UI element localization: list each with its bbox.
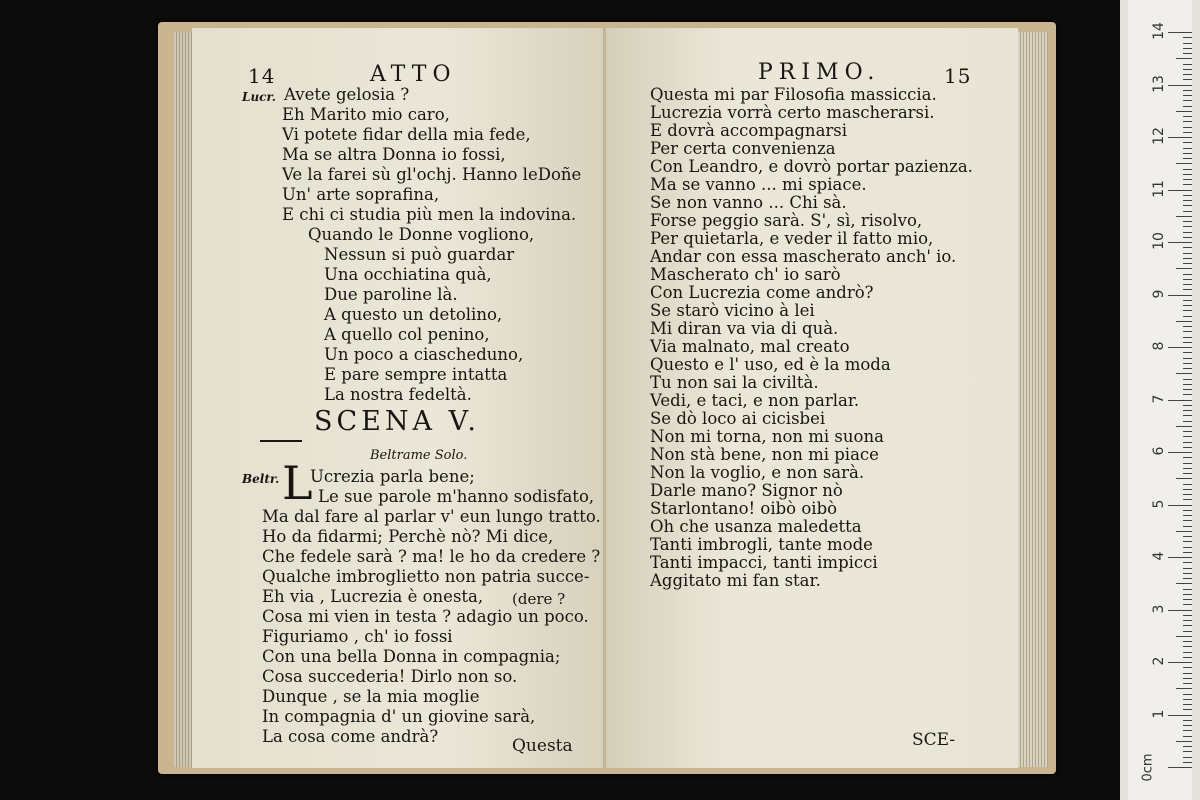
ruler-tick	[1168, 295, 1192, 296]
ruler-tick	[1183, 316, 1192, 317]
verse-line: Mascherato ch' io sarò	[650, 265, 841, 284]
verse-line: Ma se vanno ... mi spiace.	[650, 175, 867, 194]
scene-line: Ma dal fare al parlar v' eun lungo tratto.	[262, 507, 601, 526]
ruler-tick	[1176, 583, 1192, 584]
verse-line: Aggitato mi fan star.	[650, 571, 821, 590]
verse-line: Tanti imbrogli, tante mode	[650, 535, 873, 554]
scene-line: Le sue parole m'hanno sodisfato,	[318, 487, 595, 506]
ruler-tick	[1183, 43, 1192, 44]
ruler-tick	[1183, 699, 1192, 700]
ruler-tick	[1183, 751, 1192, 752]
ruler-number: 9	[1151, 289, 1167, 298]
verse-line: Vi potete fidar della mia fede,	[282, 125, 531, 144]
ruler-tick	[1183, 79, 1192, 80]
ruler-tick	[1183, 153, 1192, 154]
ruler-tick	[1168, 242, 1192, 243]
ruler-tick	[1183, 625, 1192, 626]
ruler-tick	[1183, 305, 1192, 306]
scene-line: Eh via , Lucrezia è onesta,	[262, 587, 484, 606]
ruler-tick	[1183, 499, 1192, 500]
ruler-tick	[1176, 163, 1192, 164]
ruler-tick	[1183, 379, 1192, 380]
ruler-tick	[1183, 520, 1192, 521]
ruler-tick	[1176, 478, 1192, 479]
ruler-tick	[1183, 116, 1192, 117]
page-edges-left	[174, 32, 192, 767]
ruler-tick	[1183, 142, 1192, 143]
scene-line: Con una bella Donna in compagnia;	[262, 647, 561, 666]
ruler-tick	[1168, 767, 1192, 768]
ruler-tick	[1183, 342, 1192, 343]
ruler-tick	[1168, 190, 1192, 191]
ruler-tick	[1183, 510, 1192, 511]
ruler-tick	[1168, 662, 1192, 663]
ruler-tick	[1183, 547, 1192, 548]
ruler-tick	[1183, 573, 1192, 574]
verse-line: Ve la farei sù gl'ochj. Hanno leDoñe	[282, 165, 582, 184]
verse-line: Via malnato, mal creato	[650, 337, 850, 356]
ruler-tick	[1183, 594, 1192, 595]
ruler-tick	[1183, 127, 1192, 128]
ruler-tick	[1183, 541, 1192, 542]
ruler-tick	[1183, 736, 1192, 737]
ruler-tick	[1168, 400, 1192, 401]
ruler-tick	[1183, 184, 1192, 185]
verse-line: La nostra fedeltà.	[324, 385, 472, 404]
ruler-tick	[1176, 321, 1192, 322]
ruler-tick	[1183, 148, 1192, 149]
measuring-ruler	[1120, 0, 1200, 800]
scene-line: Cosa succederia! Dirlo non so.	[262, 667, 518, 686]
ruler-tick	[1183, 247, 1192, 248]
verse-line: Tu non sai la civiltà.	[650, 373, 819, 392]
ruler-number: 12	[1151, 127, 1167, 145]
ruler-tick	[1183, 389, 1192, 390]
ruler-tick	[1183, 326, 1192, 327]
scene-line: Ucrezia parla bene;	[310, 467, 475, 486]
ruler-tick	[1183, 578, 1192, 579]
ruler-tick	[1183, 694, 1192, 695]
ruler-tick	[1183, 95, 1192, 96]
right-page	[606, 28, 1018, 768]
ruler-tick	[1183, 489, 1192, 490]
scene-title: SCENA V.	[314, 406, 480, 437]
scene-line: Che fedele sarà ? ma! le ho da credere ?	[262, 547, 601, 566]
verse-line: Non stà bene, non mi piace	[650, 445, 879, 464]
verse-line: Mi diran va via di quà.	[650, 319, 839, 338]
scene-line: Cosa mi vien in testa ? adagio un poco.	[262, 607, 589, 626]
ruler-tick	[1183, 410, 1192, 411]
ruler-number: 11	[1151, 179, 1167, 198]
ruler-tick	[1183, 48, 1192, 49]
ruler-tick	[1183, 263, 1192, 264]
scene-line: Dunque , se la mia moglie	[262, 687, 480, 706]
ruler-tick	[1183, 106, 1192, 107]
ruler-tick	[1183, 494, 1192, 495]
ruler-tick	[1183, 132, 1192, 133]
verse-line: Se dò loco ai cicisbei	[650, 409, 826, 428]
ruler-tick	[1183, 415, 1192, 416]
verse-line: Non la voglio, e non sarà.	[650, 463, 865, 482]
ruler-tick	[1183, 568, 1192, 569]
ruler-tick	[1183, 683, 1192, 684]
catchword-left: Questa	[512, 736, 573, 756]
running-head-left: ATTO	[370, 62, 457, 87]
ruler-tick	[1183, 358, 1192, 359]
ruler-tick	[1183, 405, 1192, 406]
ruler-tick	[1183, 652, 1192, 653]
ruler-tick	[1183, 237, 1192, 238]
ruler-tick	[1183, 363, 1192, 364]
verse-line: Forse peggio sarà. S', sì, risolvo,	[650, 211, 923, 230]
ruler-number: 4	[1151, 551, 1167, 561]
verse-line: Un poco a ciascheduno,	[324, 345, 524, 364]
ruler-tick	[1183, 678, 1192, 679]
ruler-tick	[1183, 720, 1192, 721]
left-page	[192, 28, 604, 768]
ruler-tick	[1183, 200, 1192, 201]
verse-line: Con Lucrezia come andrò?	[650, 283, 874, 302]
ruler-tick	[1183, 599, 1192, 600]
verse-line: Per certa convenienza	[650, 139, 836, 158]
ruler-tick	[1183, 258, 1192, 259]
verse-line: Lucrezia vorrà certo mascherarsi.	[650, 103, 935, 122]
ruler-tick	[1183, 620, 1192, 621]
verse-line: Una occhiatina quà,	[324, 265, 492, 284]
scene-line: In compagnia d' un giovine sarà,	[262, 707, 536, 726]
scene-rule	[260, 440, 302, 442]
ruler-tick	[1176, 426, 1192, 427]
verse-line: E dovrà accompagnarsi	[650, 121, 848, 140]
ruler-tick	[1168, 557, 1192, 558]
ruler-tick	[1183, 226, 1192, 227]
ruler-tick	[1183, 646, 1192, 647]
ruler-tick	[1168, 137, 1192, 138]
verse-line: A questo un detolino,	[324, 305, 503, 324]
ruler-number: 7	[1151, 394, 1167, 403]
ruler-tick	[1168, 85, 1192, 86]
ruler-tick	[1183, 704, 1192, 705]
scene-line: Ho da fidarmi; Perchè nò? Mi dice,	[262, 527, 554, 546]
ruler-tick	[1183, 484, 1192, 485]
ruler-tick	[1183, 468, 1192, 469]
ruler-tick	[1168, 347, 1192, 348]
ruler-tick	[1183, 310, 1192, 311]
ruler-tick	[1183, 232, 1192, 233]
ruler-tick	[1183, 442, 1192, 443]
verse-line: Questa mi par Filosofia massiccia.	[650, 85, 937, 104]
ruler-tick	[1183, 447, 1192, 448]
ruler-tick	[1183, 300, 1192, 301]
ruler-tick	[1183, 667, 1192, 668]
ruler-tick	[1183, 562, 1192, 563]
verse-line: E pare sempre intatta	[324, 365, 508, 384]
scene-line: Figuriamo , ch' io fossi	[262, 627, 453, 646]
ruler-tick	[1183, 709, 1192, 710]
ruler-tick	[1183, 90, 1192, 91]
ruler-tick	[1183, 37, 1192, 38]
verse-line: Un' arte soprafina,	[282, 185, 440, 204]
ruler-tick	[1183, 195, 1192, 196]
verse-line: Darle mano? Signor nò	[650, 481, 843, 500]
verse-line: Non mi torna, non mi suona	[650, 427, 884, 446]
ruler-tick	[1183, 211, 1192, 212]
ruler-tick	[1176, 58, 1192, 59]
ruler-tick	[1183, 205, 1192, 206]
page-edges-right	[1018, 32, 1048, 767]
ruler-tick	[1183, 289, 1192, 290]
ruler-tick	[1183, 746, 1192, 747]
ruler-tick	[1183, 604, 1192, 605]
ruler-tick	[1183, 536, 1192, 537]
ruler-tick	[1183, 631, 1192, 632]
ruler-tick	[1183, 169, 1192, 170]
ruler-tick	[1183, 526, 1192, 527]
ruler-tick	[1183, 589, 1192, 590]
verse-line: Se non vanno ... Chi sà.	[650, 193, 847, 212]
verse-line: Due paroline là.	[324, 285, 458, 304]
verse-line: Avete gelosia ?	[284, 85, 410, 104]
ruler-tick	[1183, 457, 1192, 458]
turnover-text: (dere ?	[512, 590, 566, 608]
ruler-tick	[1176, 741, 1192, 742]
ruler-tick	[1168, 610, 1192, 611]
ruler-number: 3	[1151, 604, 1167, 613]
ruler-tick	[1183, 730, 1192, 731]
verse-line: Nessun si può guardar	[324, 245, 515, 264]
ruler-tick	[1183, 221, 1192, 222]
verse-line: Con Leandro, e dovrò portar pazienza.	[650, 157, 973, 176]
ruler-tick	[1176, 373, 1192, 374]
ruler-tick	[1183, 158, 1192, 159]
ruler-number: 2	[1151, 656, 1167, 666]
verse-line: Questo e l' uso, ed è la moda	[650, 355, 891, 374]
ruler-tick	[1183, 53, 1192, 54]
verse-line: Quando le Donne vogliono,	[308, 225, 535, 244]
ruler-tick	[1183, 473, 1192, 474]
verse-line: A quello col penino,	[324, 325, 490, 344]
ruler-number: 14	[1151, 22, 1167, 40]
verse-line: Starlontano! oibò oibò	[650, 499, 838, 518]
ruler-number: 10	[1151, 232, 1167, 250]
ruler-tick	[1168, 505, 1192, 506]
ruler-face	[1128, 0, 1192, 800]
ruler-tick	[1176, 268, 1192, 269]
ruler-tick	[1183, 74, 1192, 75]
ruler-tick	[1183, 274, 1192, 275]
ruler-tick	[1183, 657, 1192, 658]
ruler-tick	[1183, 515, 1192, 516]
speaker-tag: Beltr.	[242, 472, 280, 486]
speaker-tag: Lucr.	[242, 90, 276, 104]
ruler-tick	[1183, 394, 1192, 395]
ruler-tick	[1168, 452, 1192, 453]
ruler-tick	[1183, 436, 1192, 437]
ruler-tick	[1183, 725, 1192, 726]
ruler-tick	[1183, 284, 1192, 285]
ruler-tick	[1183, 352, 1192, 353]
ruler-tick	[1183, 421, 1192, 422]
ruler-number: 8	[1151, 341, 1167, 351]
ruler-tick	[1176, 636, 1192, 637]
ruler-tick	[1183, 757, 1192, 758]
ruler-tick	[1168, 715, 1192, 716]
ruler-tick	[1183, 368, 1192, 369]
ruler-unit-label: 0cm	[1140, 753, 1156, 782]
ruler-tick	[1176, 531, 1192, 532]
ruler-tick	[1183, 331, 1192, 332]
ruler-tick	[1183, 100, 1192, 101]
running-head-right: PRIMO.	[758, 60, 881, 85]
drop-cap: L	[282, 456, 313, 510]
ruler-tick	[1183, 121, 1192, 122]
ruler-tick	[1183, 552, 1192, 553]
catchword-right: SCE-	[912, 730, 956, 750]
verse-line: Se starò vicino à lei	[650, 301, 815, 320]
ruler-tick	[1183, 179, 1192, 180]
ruler-tick	[1183, 431, 1192, 432]
open-book	[158, 22, 1056, 774]
ruler-tick	[1183, 641, 1192, 642]
ruler-tick	[1183, 64, 1192, 65]
ruler-number: 13	[1151, 74, 1167, 93]
ruler-number: 5	[1151, 499, 1167, 508]
verse-line: Andar con essa mascherato anch' io.	[650, 247, 957, 266]
ruler-tick	[1168, 32, 1192, 33]
ruler-tick	[1183, 384, 1192, 385]
ruler-tick	[1176, 111, 1192, 112]
page-number-right: 15	[944, 64, 972, 88]
ruler-tick	[1176, 688, 1192, 689]
ruler-tick	[1183, 762, 1192, 763]
ruler-tick	[1183, 337, 1192, 338]
scene-line: Qualche imbroglietto non patria succe-	[262, 567, 590, 586]
scene-line: La cosa come andrà?	[262, 727, 439, 746]
ruler-tick	[1183, 615, 1192, 616]
verse-line: Oh che usanza maledetta	[650, 517, 862, 536]
ruler-number: 1	[1151, 709, 1167, 718]
ruler-tick	[1183, 253, 1192, 254]
ruler-tick	[1183, 463, 1192, 464]
ruler-tick	[1176, 216, 1192, 217]
ruler-tick	[1183, 673, 1192, 674]
verse-line: Vedi, e taci, e non parlar.	[650, 391, 860, 410]
verse-line: Per quietarla, e veder il fatto mio,	[650, 229, 934, 248]
page-number-left: 14	[248, 64, 276, 88]
verse-line: Ma se altra Donna io fossi,	[282, 145, 506, 164]
verse-line: E chi ci studia più men la indovina.	[282, 205, 577, 224]
ruler-tick	[1183, 174, 1192, 175]
verse-line: Tanti impacci, tanti impicci	[650, 553, 878, 572]
scene-subtitle: Beltrame Solo.	[370, 448, 468, 463]
verse-line: Eh Marito mio caro,	[282, 105, 450, 124]
ruler-tick	[1183, 279, 1192, 280]
ruler-number: 6	[1151, 446, 1167, 456]
ruler-tick	[1183, 69, 1192, 70]
